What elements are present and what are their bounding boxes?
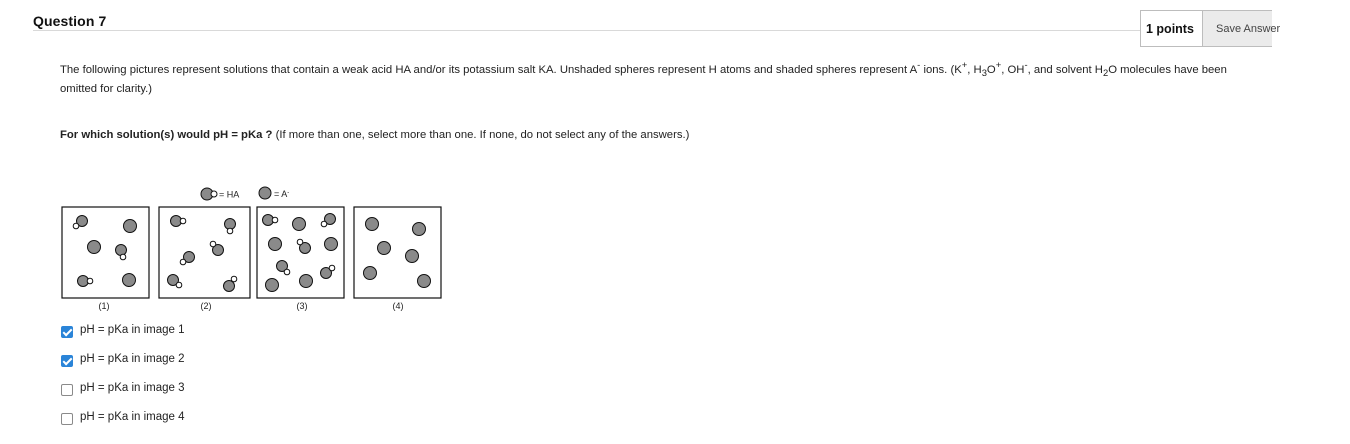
question-header bbox=[0, 0, 1350, 36]
prompt-bold: For which solution(s) would pH = pKa ? bbox=[60, 129, 273, 141]
panel-4 bbox=[354, 207, 441, 311]
save-answer-button[interactable]: Save Answer bbox=[1202, 10, 1272, 47]
panel-3 bbox=[257, 207, 344, 311]
intro-text-4: O bbox=[986, 63, 996, 76]
panel-label-1: (1) bbox=[98, 301, 110, 311]
intro-sup: - bbox=[1024, 59, 1028, 70]
points-label: 1 points bbox=[1146, 22, 1194, 36]
intro-text-2: ions. (K bbox=[920, 63, 962, 76]
choice-label-3: pH = pKa in image 3 bbox=[80, 382, 185, 394]
a-ion bbox=[88, 241, 101, 254]
panel-label-2: (2) bbox=[200, 301, 212, 311]
question-intro bbox=[60, 56, 1260, 98]
prompt-instructions: (If more than one, select more than one. If none, do not select any of the answers.) bbox=[272, 129, 690, 141]
intro-sub: 2 bbox=[1102, 67, 1109, 79]
intro-text-1: The following pictures represent solutions that contain a weak acid HA and/or its potassium salt KA. Unshaded spheres represent H atoms and shaded spheres represent A bbox=[60, 63, 918, 76]
intro-text-6: , and solvent H bbox=[1027, 63, 1103, 76]
question-prompt bbox=[60, 129, 689, 141]
a-ion bbox=[413, 223, 426, 236]
intro-sup: + bbox=[995, 59, 1002, 70]
legend-ha-label: = HA bbox=[219, 189, 240, 200]
legend-ha-icon bbox=[201, 188, 217, 200]
legend-a-label: = A- bbox=[274, 189, 290, 199]
checkbox-image-4[interactable] bbox=[61, 413, 73, 425]
intro-sup: - bbox=[917, 59, 921, 70]
a-ion bbox=[124, 220, 137, 233]
intro-sup: + bbox=[961, 59, 968, 70]
choice-label-1: pH = pKa in image 1 bbox=[80, 324, 185, 336]
a-ion bbox=[269, 238, 282, 251]
legend bbox=[201, 187, 289, 200]
panel-label-3: (3) bbox=[296, 301, 308, 311]
a-ion bbox=[293, 218, 306, 231]
a-ion bbox=[325, 238, 338, 251]
points-badge bbox=[1140, 10, 1202, 47]
a-ion bbox=[378, 242, 391, 255]
a-ion bbox=[123, 274, 136, 287]
checkbox-image-2[interactable] bbox=[61, 355, 73, 367]
choice-label-2: pH = pKa in image 2 bbox=[80, 353, 185, 365]
question-title: Question 7 bbox=[33, 13, 107, 29]
a-ion bbox=[364, 267, 377, 280]
a-ion bbox=[366, 218, 379, 231]
checkbox-image-3[interactable] bbox=[61, 384, 73, 396]
intro-text-5: , OH bbox=[1001, 63, 1025, 76]
panel-label-4: (4) bbox=[392, 301, 404, 311]
panel-2 bbox=[159, 207, 250, 311]
checkbox-image-1[interactable] bbox=[61, 326, 73, 338]
intro-text-3: , H bbox=[967, 63, 982, 76]
a-ion bbox=[418, 275, 431, 288]
a-ion bbox=[406, 250, 419, 263]
intro-sub: 3 bbox=[981, 67, 987, 79]
header-divider bbox=[33, 30, 1140, 31]
intro-text-7: O molecules have been omitted for clarity.) bbox=[60, 63, 1227, 96]
a-ion bbox=[266, 279, 279, 292]
solution-diagrams bbox=[0, 180, 460, 315]
choice-label-4: pH = pKa in image 4 bbox=[80, 411, 185, 423]
a-ion bbox=[300, 275, 313, 288]
panel-1 bbox=[62, 207, 149, 311]
legend-a-icon bbox=[259, 187, 271, 199]
